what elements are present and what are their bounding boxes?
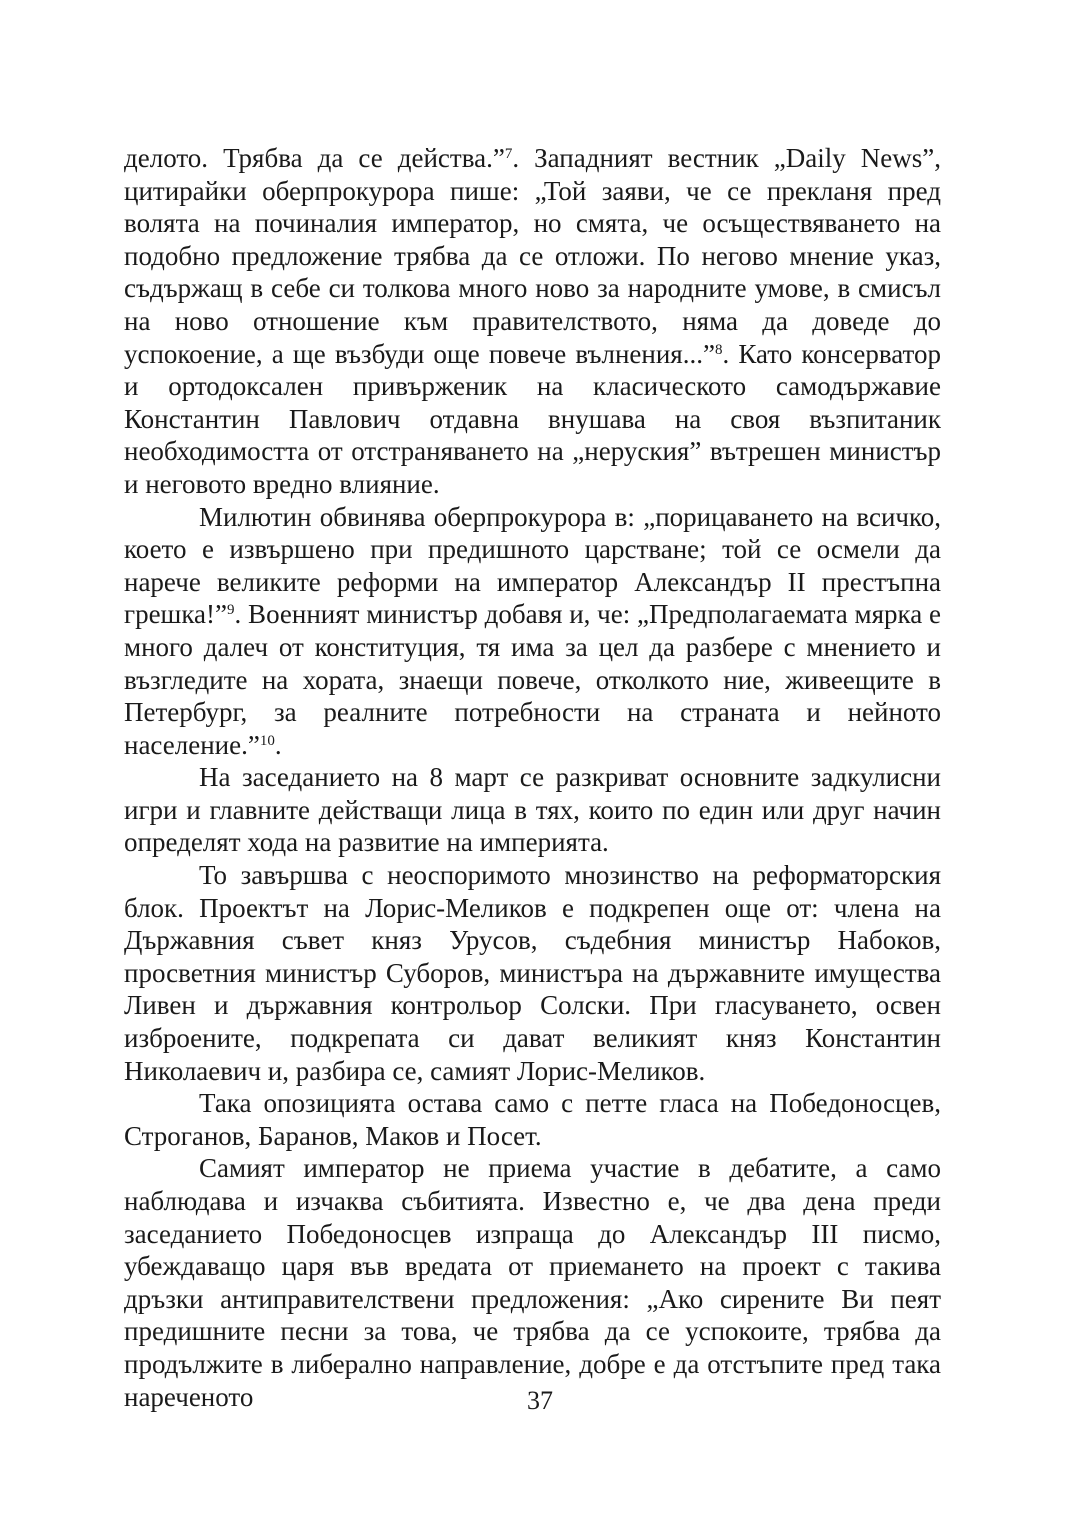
paragraph <box>124 1152 941 1413</box>
paragraph <box>124 142 941 501</box>
text-run: То завършва с неоспоримото мнозинство на реформаторския блок. Проектът на Лорис-Меликов е подкрепен още от: члена на Държавния съвет княз Урусов, съдебния министър Набоков, просветния министър Суборов, министъра на държавните имущества Ливен и държавния контрольор Солски. При гласуването, освен изброените, подкрепата си дават великият княз Константин Николаевич и, разбира се, самият Лорис-Меликов. <box>124 860 941 1086</box>
text-run: Милютин обвинява оберпрокурора в: „порицаването на всичко, което е извършено при предишното царстване; той се осмели да нарече великите реформи на император Александър II престъпна грешка!” <box>124 501 941 630</box>
page-number: 37 <box>527 1386 553 1415</box>
paragraph <box>124 761 941 859</box>
text-run: . Военният министър добавя и, че: „Предполагаемата мярка е много далеч от конституция, тя има за цел да разбере с мнението и възгледите на хората, знаещи повече, отколкото ние, живеещите в Петербург, за реалните потребности на страната и нейното население.” <box>124 599 941 760</box>
paragraph <box>124 1087 941 1152</box>
footnote-ref: 9 <box>227 602 235 619</box>
text-run: Самият император не приема участие в дебатите, а само наблюдава и изчаква събитията. Известно е, че два дена преди заседанието Победоносцев изпраща до Александър III писмо, убеждаващо царя във вредата от приемането на проект с такива дръзки антиправителствени предложения: „Ако сирените Ви пеят предишните песни за това, че трябва да се успокоите, трябва да продължите в либерално направление, добре е да отстъпите пред така нареченото <box>124 1153 941 1412</box>
text-run: . Като консерватор и ортодоксален привърженик на класическото самодържавие Константин Павлович отдавна внушава на своя възпитаник необходимостта от отстраняването на „неруския” вътрешен министър и неговото вредно влияние. <box>124 338 942 499</box>
paragraph <box>124 501 941 762</box>
footnote-ref: 10 <box>259 732 275 749</box>
text-run: Така опозицията остава само с петте гласа на Победоносцев, Строганов, Баранов, Маков и Посет. <box>124 1088 941 1151</box>
footnote-ref: 7 <box>504 146 513 162</box>
page-body <box>124 142 941 1413</box>
text-run: . Западният вестник „Daily News”, цитирайки оберпрокурора пише: „Той заяви, че се прекланя пред волята на починалия император, но смята, че осъществяването на подобно предложение трябва да се отложи. По негово мнение указ, съдържащ в себе си толкова много ново за народните умове, в смисъл на ново отношение към правителството, няма да доведе до успокоение, а ще възбуди още повече вълнения...” <box>124 143 941 369</box>
paragraph <box>124 859 941 1087</box>
text-run: На заседанието на 8 март се разкриват основните задкулисни игри и главните действащи лица в тях, които по един или друг начин определят хода на развитие на империята. <box>124 762 941 858</box>
text-run: делото. Трябва да се действа.” <box>124 143 505 173</box>
text-run: . <box>274 729 282 760</box>
footnote-ref: 8 <box>714 341 723 358</box>
